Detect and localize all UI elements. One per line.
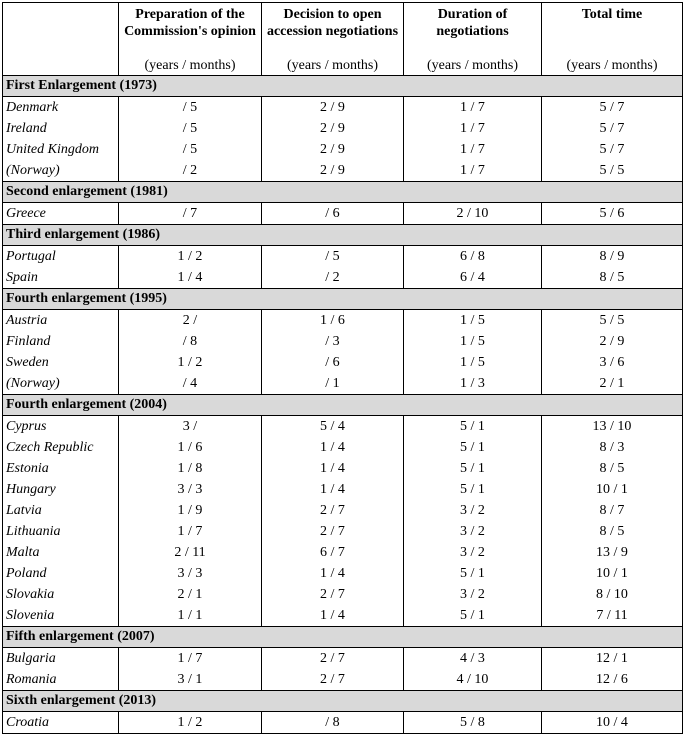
table-row [3, 373, 683, 395]
value-cell: 2 / 9 [262, 97, 404, 119]
value-cell: / 8 [119, 331, 262, 352]
value-cell: 1 / 4 [262, 458, 404, 479]
value-cell: / 5 [119, 139, 262, 160]
value-cell: 2 / 1 [119, 584, 262, 605]
value-cell: 6 / 8 [404, 246, 542, 268]
value-cell: 8 / 10 [542, 584, 683, 605]
value-cell: / 2 [262, 267, 404, 289]
value-cell: 1 / 4 [119, 267, 262, 289]
value-cell: / 5 [262, 246, 404, 268]
value-cell: 3 / 2 [404, 521, 542, 542]
table-row [3, 118, 683, 139]
country-cell: Latvia [3, 500, 119, 521]
value-cell: 3 / 6 [542, 352, 683, 373]
value-cell: 3 / 1 [119, 669, 262, 691]
value-cell: 8 / 3 [542, 437, 683, 458]
value-cell: 5 / 4 [262, 416, 404, 438]
table-row [3, 331, 683, 352]
section-header-row [3, 627, 683, 648]
value-cell: 3 / 3 [119, 563, 262, 584]
country-cell: (Norway) [3, 373, 119, 395]
country-cell: (Norway) [3, 160, 119, 182]
value-cell: 12 / 1 [542, 648, 683, 670]
value-cell: 1 / 6 [119, 437, 262, 458]
value-cell: 5 / 6 [542, 203, 683, 225]
value-cell: 1 / 7 [404, 97, 542, 119]
value-cell: 5 / 5 [542, 160, 683, 182]
country-cell: Romania [3, 669, 119, 691]
value-cell: 6 / 7 [262, 542, 404, 563]
value-cell: / 2 [119, 160, 262, 182]
value-cell: 2 / 9 [262, 139, 404, 160]
value-cell: 1 / 7 [119, 521, 262, 542]
value-cell: / 8 [262, 712, 404, 734]
value-cell: 10 / 1 [542, 563, 683, 584]
value-cell: / 3 [262, 331, 404, 352]
section-title: First Enlargement (1973) [3, 76, 683, 97]
table-row [3, 246, 683, 268]
value-cell: / 5 [119, 118, 262, 139]
section-title: Fourth enlargement (1995) [3, 289, 683, 310]
column-header-0 [3, 3, 119, 76]
table-row [3, 310, 683, 332]
column-header-unit: (years / months) [566, 58, 658, 73]
value-cell: 2 / 7 [262, 669, 404, 691]
value-cell: 2 / 1 [542, 373, 683, 395]
country-cell: Denmark [3, 97, 119, 119]
value-cell: 1 / 5 [404, 310, 542, 332]
country-cell: Estonia [3, 458, 119, 479]
country-cell: Austria [3, 310, 119, 332]
country-cell: Croatia [3, 712, 119, 734]
value-cell: 1 / 5 [404, 331, 542, 352]
value-cell: 7 / 11 [542, 605, 683, 627]
value-cell: 4 / 10 [404, 669, 542, 691]
value-cell: 1 / 1 [119, 605, 262, 627]
value-cell: 2 / 7 [262, 521, 404, 542]
column-header-2 [262, 3, 404, 76]
value-cell: 3 / 2 [404, 500, 542, 521]
country-cell: Czech Republic [3, 437, 119, 458]
section-title: Fourth enlargement (2004) [3, 395, 683, 416]
value-cell: 2 / [119, 310, 262, 332]
table-row [3, 542, 683, 563]
section-header-row [3, 395, 683, 416]
country-cell: United Kingdom [3, 139, 119, 160]
section-title: Fifth enlargement (2007) [3, 627, 683, 648]
value-cell: 3 / [119, 416, 262, 438]
value-cell: / 7 [119, 203, 262, 225]
table-row [3, 160, 683, 182]
table-row [3, 648, 683, 670]
table-row [3, 458, 683, 479]
value-cell: 2 / 9 [262, 160, 404, 182]
value-cell: 3 / 2 [404, 584, 542, 605]
value-cell: / 6 [262, 203, 404, 225]
section-header-row [3, 76, 683, 97]
value-cell: 1 / 7 [404, 139, 542, 160]
country-cell: Poland [3, 563, 119, 584]
value-cell: 5 / 1 [404, 479, 542, 500]
table-body [3, 76, 683, 734]
value-cell: 5 / 1 [404, 416, 542, 438]
column-header-title: Total time [581, 7, 643, 22]
value-cell: 8 / 5 [542, 521, 683, 542]
value-cell: 6 / 4 [404, 267, 542, 289]
section-title: Third enlargement (1986) [3, 225, 683, 246]
value-cell: 2 / 9 [262, 118, 404, 139]
value-cell: 5 / 1 [404, 605, 542, 627]
section-title: Second enlargement (1981) [3, 182, 683, 203]
country-cell: Portugal [3, 246, 119, 268]
value-cell: 8 / 5 [542, 267, 683, 289]
section-header-row [3, 289, 683, 310]
value-cell: 4 / 3 [404, 648, 542, 670]
column-header-1 [119, 3, 262, 76]
value-cell: 1 / 5 [404, 352, 542, 373]
value-cell: 1 / 6 [262, 310, 404, 332]
value-cell: 5 / 1 [404, 563, 542, 584]
column-header-3 [404, 3, 542, 76]
country-cell: Slovakia [3, 584, 119, 605]
value-cell: 12 / 6 [542, 669, 683, 691]
value-cell: 8 / 7 [542, 500, 683, 521]
value-cell: 10 / 1 [542, 479, 683, 500]
value-cell: 5 / 1 [404, 437, 542, 458]
value-cell: 1 / 4 [262, 437, 404, 458]
value-cell: 1 / 7 [404, 118, 542, 139]
section-title: Sixth enlargement (2013) [3, 691, 683, 712]
value-cell: 3 / 2 [404, 542, 542, 563]
value-cell: / 1 [262, 373, 404, 395]
table-row [3, 479, 683, 500]
value-cell: 2 / 7 [262, 500, 404, 521]
value-cell: 10 / 4 [542, 712, 683, 734]
value-cell: 1 / 4 [262, 563, 404, 584]
value-cell: 5 / 7 [542, 139, 683, 160]
section-header-row [3, 225, 683, 246]
country-cell: Cyprus [3, 416, 119, 438]
section-header-row [3, 691, 683, 712]
table-row [3, 267, 683, 289]
table-row [3, 97, 683, 119]
table-row [3, 605, 683, 627]
table-row [3, 712, 683, 734]
country-cell: Sweden [3, 352, 119, 373]
value-cell: 5 / 5 [542, 310, 683, 332]
value-cell: 1 / 2 [119, 246, 262, 268]
value-cell: 2 / 10 [404, 203, 542, 225]
value-cell: 1 / 4 [262, 479, 404, 500]
value-cell: 1 / 2 [119, 712, 262, 734]
value-cell: 5 / 7 [542, 118, 683, 139]
country-cell: Hungary [3, 479, 119, 500]
country-cell: Finland [3, 331, 119, 352]
column-header-title: Duration of negotiations [436, 7, 509, 39]
table-row [3, 139, 683, 160]
value-cell: 1 / 7 [404, 160, 542, 182]
column-header-4 [542, 3, 683, 76]
table-row [3, 669, 683, 691]
value-cell: 1 / 8 [119, 458, 262, 479]
table-row [3, 563, 683, 584]
country-cell: Greece [3, 203, 119, 225]
value-cell: / 6 [262, 352, 404, 373]
value-cell: 1 / 2 [119, 352, 262, 373]
value-cell: 5 / 1 [404, 458, 542, 479]
value-cell: 2 / 7 [262, 584, 404, 605]
column-header-unit: (years / months) [144, 58, 236, 73]
enlargement-timeline-table [2, 2, 683, 734]
country-cell: Slovenia [3, 605, 119, 627]
header-row [3, 3, 683, 76]
table-row [3, 203, 683, 225]
value-cell: 5 / 7 [542, 97, 683, 119]
value-cell: 2 / 11 [119, 542, 262, 563]
country-cell: Spain [3, 267, 119, 289]
value-cell: 3 / 3 [119, 479, 262, 500]
value-cell: 1 / 9 [119, 500, 262, 521]
value-cell: 13 / 9 [542, 542, 683, 563]
table-row [3, 352, 683, 373]
value-cell: 2 / 7 [262, 648, 404, 670]
column-header-title: Decision to open accession negotiations [266, 7, 399, 39]
table-row [3, 500, 683, 521]
value-cell: / 4 [119, 373, 262, 395]
value-cell: 5 / 8 [404, 712, 542, 734]
table-row [3, 416, 683, 438]
country-cell: Lithuania [3, 521, 119, 542]
section-header-row [3, 182, 683, 203]
column-header-unit: (years / months) [287, 58, 378, 73]
value-cell: / 5 [119, 97, 262, 119]
value-cell: 1 / 7 [119, 648, 262, 670]
column-header-title: Preparation of the Commission's opinion [124, 7, 256, 39]
table-row [3, 584, 683, 605]
value-cell: 8 / 9 [542, 246, 683, 268]
value-cell: 1 / 3 [404, 373, 542, 395]
table-row [3, 437, 683, 458]
table-row [3, 521, 683, 542]
value-cell: 1 / 4 [262, 605, 404, 627]
value-cell: 13 / 10 [542, 416, 683, 438]
country-cell: Ireland [3, 118, 119, 139]
country-cell: Bulgaria [3, 648, 119, 670]
value-cell: 8 / 5 [542, 458, 683, 479]
country-cell: Malta [3, 542, 119, 563]
column-header-unit: (years / months) [427, 58, 518, 73]
value-cell: 2 / 9 [542, 331, 683, 352]
